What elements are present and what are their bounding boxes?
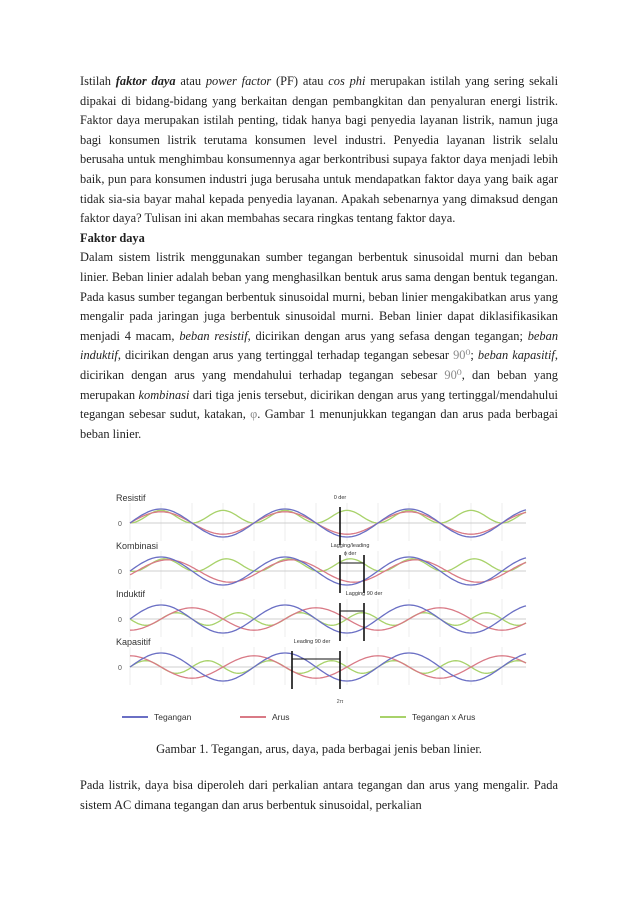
text-run: , dicirikan dengan arus yang mendahului terhadap tegangan sebesar: [80, 348, 558, 382]
panel-annotation: 0 der: [333, 495, 347, 501]
panel-annotation: Leading 90 der: [293, 639, 331, 645]
figure-caption: Gambar 1. Tegangan, arus, daya, pada berbagai jenis beban linier.: [156, 742, 482, 756]
panel-label: Resistif: [116, 493, 146, 503]
body-paragraph: [80, 248, 558, 444]
term-cos-phi: cos phi: [328, 74, 366, 88]
panel-annotation: Lagging/leading: [330, 543, 370, 549]
zero-label: 0: [118, 617, 122, 624]
panel-label: Kombinasi: [116, 541, 159, 551]
text-run: dari tiga jenis tersebut, dicirikan dengan arus yang tertinggal/mendahului tegangan sebesar sudut, katakan,: [80, 387, 558, 422]
panel-label: Induktif: [116, 589, 146, 599]
math-angle: 90⁰: [444, 367, 462, 382]
closing-text: Pada listrik, daya bisa diperoleh dari perkalian antara tegangan dan arus yang mengalir. Pada sistem AC dimana tegangan dan arus berbentuk sinusoidal, perkalian: [80, 778, 558, 812]
term-beban-kapasitif: beban kapasitif: [477, 348, 555, 363]
closing-paragraph: [80, 776, 558, 815]
text-run: , dicirikan dengan arus yang tertinggal terhadap tegangan sebesar: [117, 348, 454, 363]
axis-tick-label: 2π: [336, 699, 344, 705]
figure-waveforms: [112, 487, 532, 727]
panel-annotation: Lagging 90 der: [345, 591, 383, 597]
term-kombinasi: kombinasi: [138, 387, 190, 402]
term-beban-resistif: beban resistif: [179, 328, 248, 343]
zero-label: 0: [118, 665, 122, 672]
legend-label: Tegangan: [154, 712, 192, 722]
panel-annotation: ϕ der: [343, 551, 357, 557]
term-beban-induktif: beban induktif: [80, 328, 559, 363]
text-run: , dicirikan dengan arus yang sefasa dengan tegangan;: [247, 328, 528, 343]
zero-label: 0: [118, 521, 122, 528]
text-run: . Gambar 1 menunjukkan tegangan dan arus pada berbagai beban linier.: [80, 407, 558, 441]
text-run: , dan beban yang merupakan: [80, 367, 558, 402]
text-run: Istilah: [80, 74, 116, 88]
math-angle: 90⁰: [453, 348, 471, 363]
section-heading: Faktor daya: [80, 230, 145, 245]
legend-label: Tegangan x Arus: [412, 712, 476, 722]
intro-paragraph: [80, 72, 558, 444]
panel-label: Kapasitif: [116, 637, 151, 647]
term-power-factor: power factor: [205, 74, 272, 88]
text-run: atau: [175, 74, 206, 88]
math-phi: φ: [250, 407, 258, 422]
text-run: (PF) atau: [271, 74, 329, 88]
text-run: Dalam sistem listrik menggunakan sumber tegangan berbentuk sinusoidal murni dan beban linier. Beban linier adalah beban yang menghasilkan bentuk arus sama dengan bentuk tegangan. Pada kasus sumber tegangan berbentuk sinusoidal murni, beban linier mengakibatkan arus yang mengalir pada jaringan juga berbentuk sinusoidal murni. Beban linier dapat diklasifikasikan menjadi 4 macam,: [80, 250, 558, 343]
term-faktor-daya: faktor daya: [115, 74, 176, 88]
legend-label: Arus: [272, 712, 290, 722]
text-run: merupakan istilah yang sering sekali dipakai di bidang-bidang yang berkaitan dengan pembangkitan dan penyaluran energi listrik. Faktor daya merupakan istilah penting, tidak hanya bagi penyedia layanan listrik, namun juga bagi konsumen listrik terutama konsumen level industri. Penyedia layanan listrik selalu berusaha untuk menghimbau konsumennya agar berkontribusi supaya faktor daya menjadi lebih baik, pun para konsumen industri juga berusaha untuk mendapatkan faktor daya yang baik agar tidak sia-sia bayar mahal kepada penyedia layanan. Apakah sebenarnya yang dimaksud dengan faktor daya? Tulisan ini akan membahas secara ringkas tentang faktor daya.: [80, 74, 559, 226]
waveform-chart: [112, 487, 532, 727]
zero-label: 0: [118, 569, 122, 576]
text-run: ;: [470, 348, 478, 363]
